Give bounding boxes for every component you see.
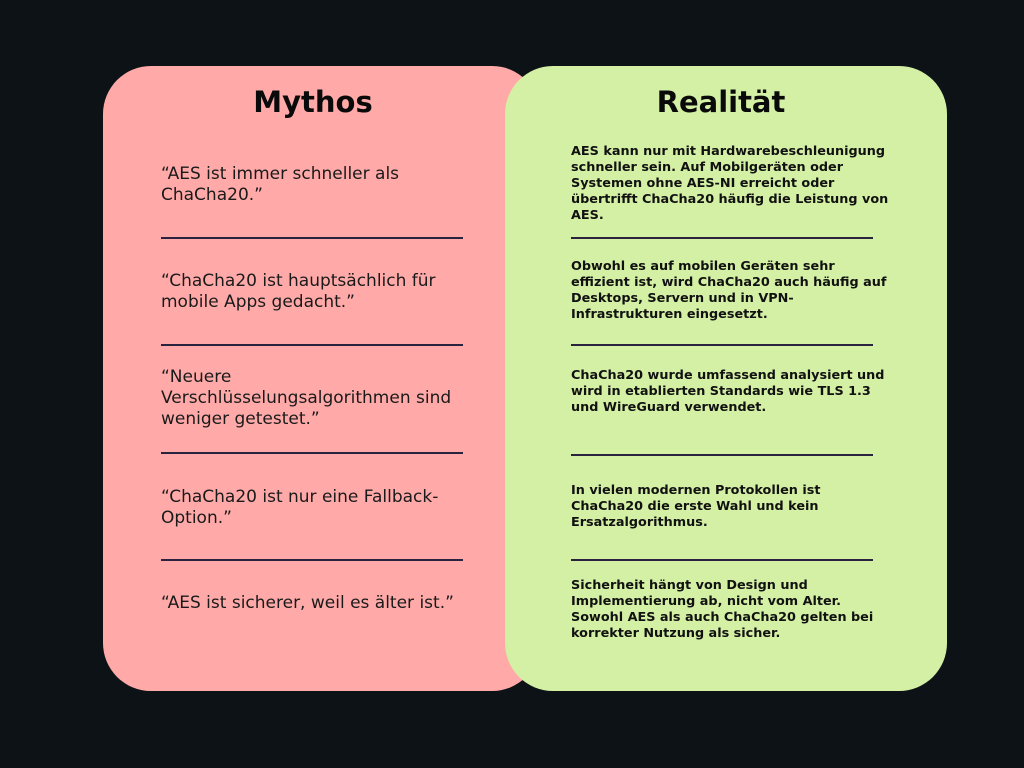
reality-divider-2 [571,344,873,346]
reality-item-2: Obwohl es auf mobilen Geräten sehr effizient ist, wird ChaCha20 auch häufig auf Desktops, Servern und in VPN-Infrastrukturen eingesetzt. [571,259,887,322]
myth-item-3: “Neuere Verschlüsselungsalgorithmen sind weniger getestet.” [161,367,452,429]
myth-item-5: “AES ist sicherer, weil es älter ist.” [161,593,454,613]
reality-divider-4 [571,559,873,561]
reality-divider-1 [571,237,873,239]
reality-heading: Realität [656,85,786,119]
reality-item-3: ChaCha20 wurde umfassend analysiert und wird in etablierten Standards wie TLS 1.3 und WireGuard verwendet. [571,368,885,415]
myth-item-1: “AES ist immer schneller als ChaCha20.” [161,164,400,205]
reality-item-5: Sicherheit hängt von Design und Implementierung ab, nicht vom Alter. Sowohl AES als auch ChaCha20 gelten bei korrekter Nutzung als sicher. [571,578,874,641]
reality-item-4: In vielen modernen Protokollen ist ChaCha20 die erste Wahl und kein Ersatzalgorithmus. [571,483,821,530]
myth-divider-1 [161,237,463,239]
myth-divider-3 [161,452,463,454]
myth-item-4: “ChaCha20 ist nur eine Fallback-Option.” [161,487,439,528]
myth-heading: Mythos [253,85,373,119]
myth-item-2: “ChaCha20 ist hauptsächlich für mobile Apps gedacht.” [161,271,436,312]
myth-divider-2 [161,344,463,346]
myth-divider-4 [161,559,463,561]
reality-divider-3 [571,454,873,456]
reality-item-1: AES kann nur mit Hardwarebeschleunigung schneller sein. Auf Mobilgeräten oder Systemen ohne AES-NI erreicht oder übertrifft ChaCha20 häufig die Leistung von AES. [571,144,889,223]
